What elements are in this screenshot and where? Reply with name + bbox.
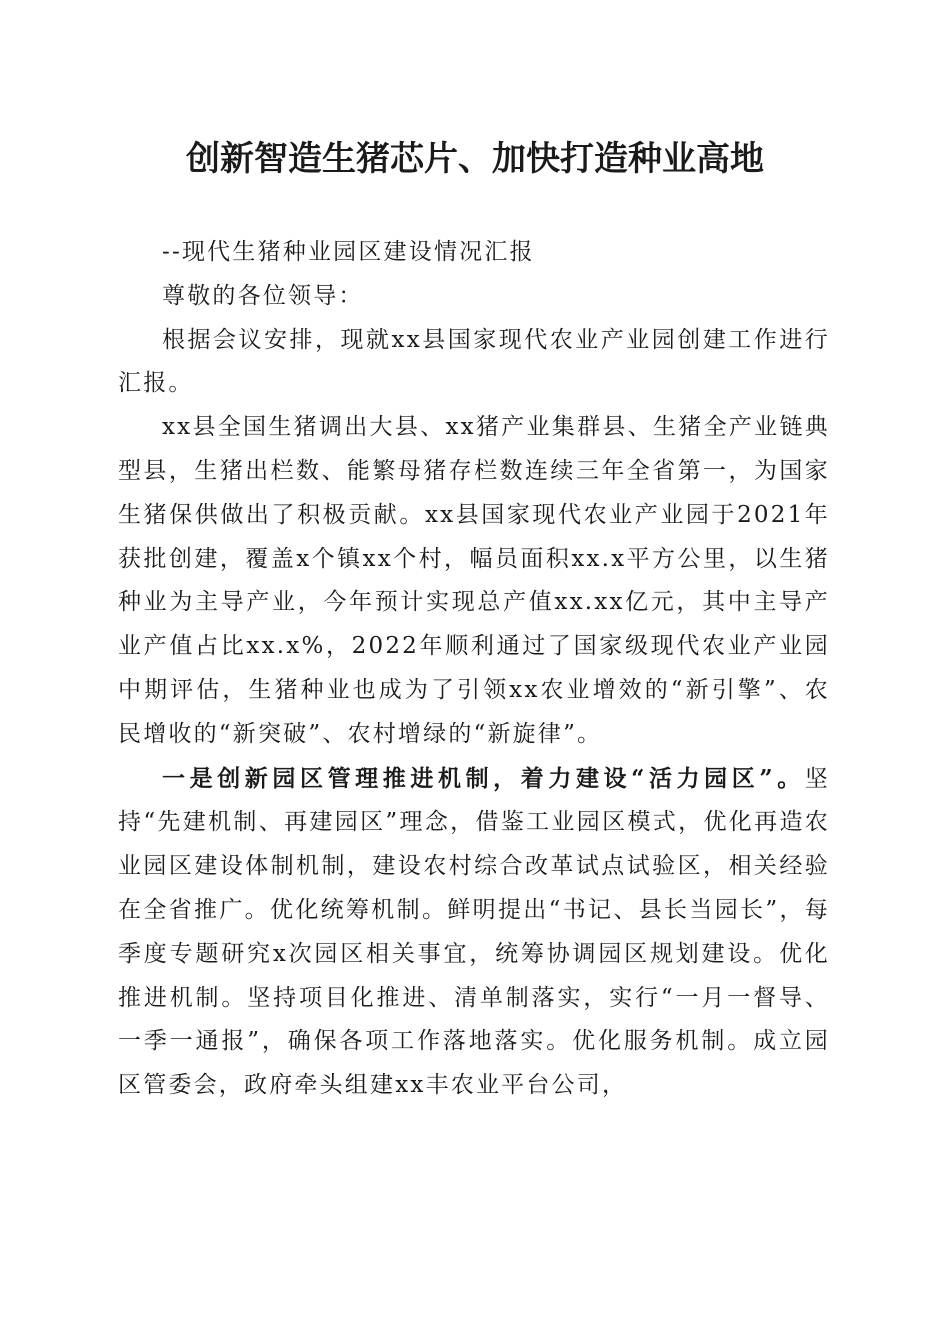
salutation: 尊敬的各位领导：	[162, 282, 364, 309]
document-subtitle: --现代生猪种业园区建设情况汇报	[162, 239, 535, 265]
paragraph-mechanism-lead: 一是创新园区管理推进机制，着力建设“活力园区”。	[162, 764, 805, 792]
document-title: 创新智造生猪芯片、加快打造种业高地	[186, 139, 764, 179]
paragraph-intro: 根据会议安排，现就xx县国家现代农业产业园创建工作进行汇报。	[118, 326, 830, 397]
paragraph-overview: xx县全国生猪调出大县、xx猪产业集群县、生猪全产业链典型县，生猪出栏数、能繁母猪存栏数连续三年全省第一，为国家生猪保供做出了积极贡献。xx县国家现代农业产业园于2021年获批创建，覆盖x个镇xx个村，幅员面积xx.x平方公里，以生猪种业为主导产业，今年预计实现总产值xx.xx亿元，其中主导产业产值占比xx.x%，2022年顺利通过了国家级现代农业产业园中期评估，生猪种业也成为了引领xx农业增效的“新引擎”、农民增收的“新突破”、农村增绿的“新旋律”。	[118, 414, 830, 747]
paragraph-mechanism-text: 坚持“先建机制、再建园区”理念，借鉴工业园区模式，优化再造农业园区建设体制机制，建设农村综合改革试点试验区，相关经验在全省推广。优化统筹机制。鲜明提出“书记、县长当园长”，每季度专题研究x次园区相关事宜，统筹协调园区规划建设。优化推进机制。坚持项目化推进、清单制落实，实行“一月一督导、一季一通报”，确保各项工作落地落实。优化服务机制。成立园区管委会，政府牵头组建xx丰农业平台公司，	[118, 765, 830, 1099]
paragraph-mechanism	[118, 757, 830, 1108]
document-body	[118, 231, 830, 1108]
